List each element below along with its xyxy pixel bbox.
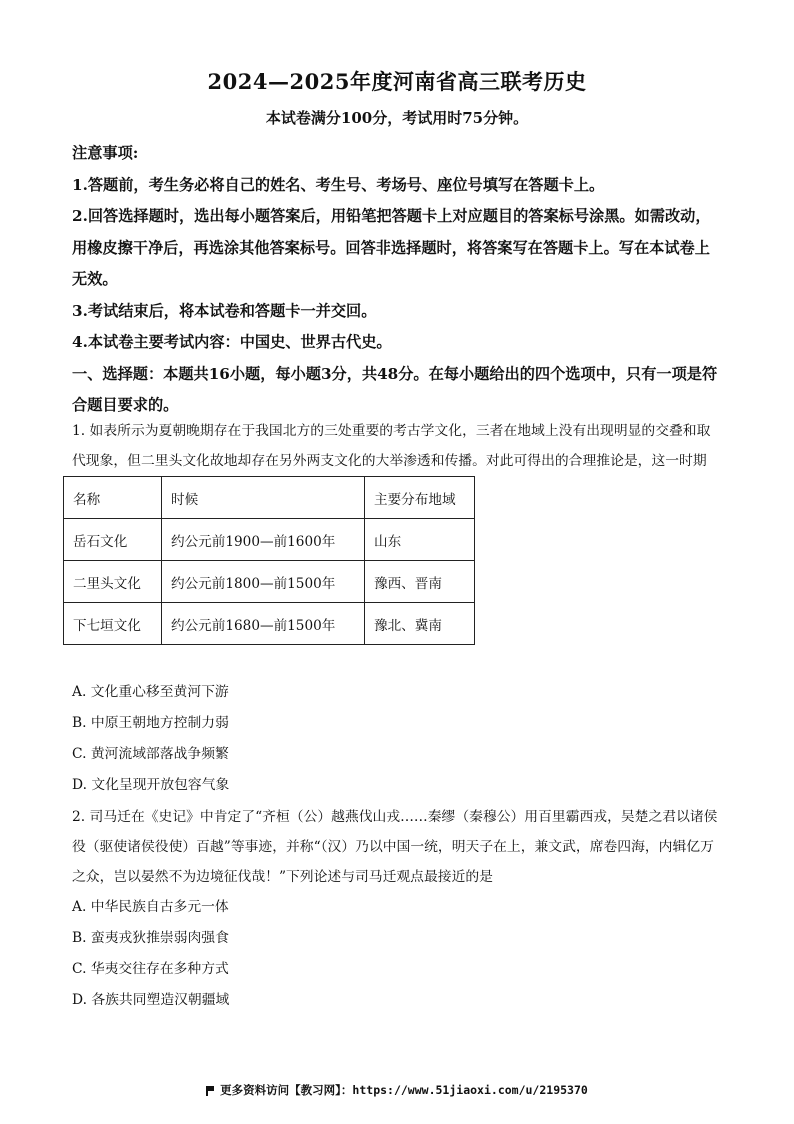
option-b: B. 中原王朝地方控制力弱: [72, 715, 229, 731]
footer-link[interactable]: [0, 1082, 794, 1098]
table-row: [64, 603, 475, 645]
notice-heading: 注意事项:: [72, 144, 139, 162]
table-cell: 约公元前1800—前1500年: [162, 561, 365, 603]
notice-item-2: 2.回答选择题时，选出每小题答案后，用铅笔把答题卡上对应题目的答案标号涂黑。如需改动，用橡皮擦干净后，再选涂其他答案标号。回答非选择题时，将答案写在答题卡上。写在本试卷上无效。: [72, 207, 711, 288]
table-header-cell: 名称: [64, 477, 162, 519]
table-cell: 约公元前1900—前1600年: [162, 519, 365, 561]
table-header-cell: 主要分布地域: [365, 477, 475, 519]
flag-icon: [206, 1086, 214, 1095]
option-d: D. 文化呈现开放包容气象: [72, 777, 230, 793]
table-header-row: [64, 477, 475, 519]
table-cell: 下七垣文化: [64, 603, 162, 645]
notice-item-1: 1.答题前，考生务必将自己的姓名、考生号、考场号、座位号填写在答题卡上。: [72, 175, 605, 194]
table-cell: 豫北、冀南: [365, 603, 475, 645]
question-1-stem: 1. 如表所示为夏朝晚期存在于我国北方的三处重要的考古学文化，三者在地域上没有出现明显的交叠和取代现象，但二里头文化故地却存在另外两支文化的大举渗透和传播。对此可得出的合理推论是，这一时期: [72, 423, 711, 469]
option-d: D. 各族共同塑造汉朝疆域: [72, 992, 230, 1008]
question-2-block: [72, 802, 722, 1016]
notice-item-4: 4.本试卷主要考试内容：中国史、世界古代史。: [72, 333, 392, 351]
section-heading: 一、选择题：本题共16小题，每小题3分，共48分。在每小题给出的四个选项中，只有一项是符合题目要求的。: [72, 364, 718, 414]
footer-text[interactable]: 更多资料访问【教习网】：https://www.51jiaoxi.com/u/2195370: [220, 1083, 588, 1097]
notice-item-3: 3.考试结束后，将本试卷和答题卡一并交回。: [72, 301, 377, 320]
page-title: 2024—2025年度河南省高三联考历史: [207, 69, 587, 94]
table-row: [64, 561, 475, 603]
exam-subtitle: 本试卷满分100分，考试用时75分钟。: [265, 109, 529, 127]
table-cell: 豫西、晋南: [365, 561, 475, 603]
option-a: A. 中华民族自古多元一体: [72, 899, 229, 915]
question-1-options: [72, 677, 722, 801]
table-row: [64, 519, 475, 561]
question-2-stem: 2. 司马迁在《史记》中肯定了“齐桓（公）越燕伐山戎……秦缪（秦穆公）用百里霸西戎，吴楚之君以诸侯役（驱使诸侯役使）百越”等事迹，并称“（汉）乃以中国一统，明天子在上，兼文武，席卷四海，内辑亿万之众，岂以晏然不为边境征伐哉！”下列论述与司马迁观点最接近的是: [72, 809, 718, 885]
option-c: C. 华夷交往存在多种方式: [72, 961, 229, 977]
option-a: A. 文化重心移至黄河下游: [72, 684, 229, 700]
table-cell: 约公元前1680—前1500年: [162, 603, 365, 645]
option-b: B. 蛮夷戎狄推崇弱肉强食: [72, 930, 229, 946]
notice-section: [72, 138, 722, 422]
table-cell: 山东: [365, 519, 475, 561]
option-c: C. 黄河流域部落战争频繁: [72, 746, 229, 762]
question-1-stem-block: [72, 416, 722, 476]
table-cell: 二里头文化: [64, 561, 162, 603]
culture-table: [63, 476, 475, 645]
table-header-cell: 时候: [162, 477, 365, 519]
table-cell: 岳石文化: [64, 519, 162, 561]
